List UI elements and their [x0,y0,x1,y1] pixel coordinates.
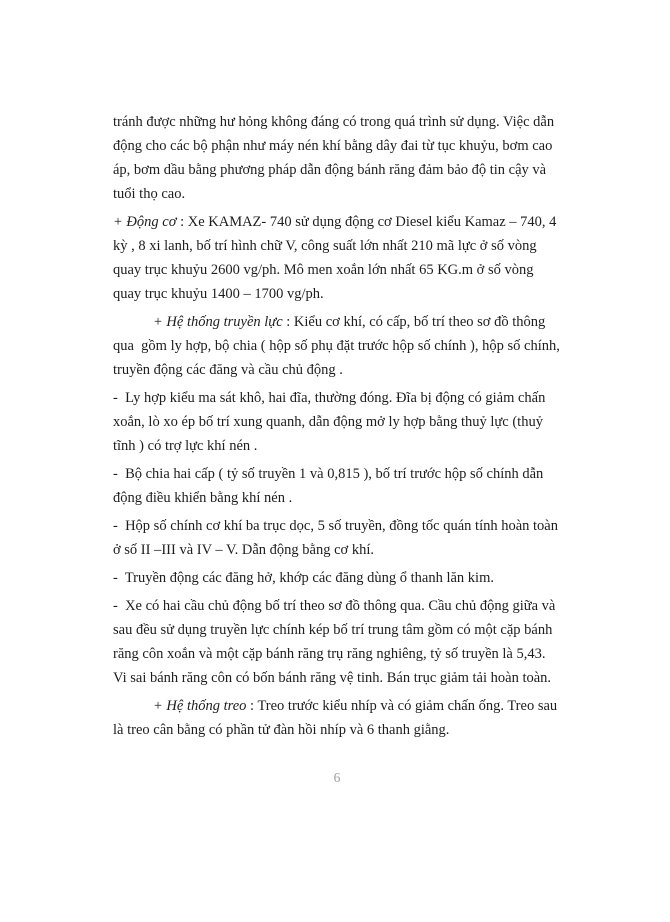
list-item-gearbox [113,514,561,562]
list-item-axles-text: - Xe có hai cầu chủ động bố trí theo sơ đồ thông qua. Cầu chủ động giữa và sau đều sử dụng truyền lực chính kép bố trí trung tâm gồm có một cặp bánh răng côn xoắn và một cặp bánh răng trụ răng nghiêng, tỷ số truyền là 5,43. Vi sai bánh răng côn có bốn bánh răng vệ tinh. Bán trục giảm tải hoàn toàn. [113,598,559,686]
paragraph-engine-text: : Xe KAMAZ- 740 sử dụng động cơ Diesel kiểu Kamaz – 740, 4 kỳ , 8 xi lanh, bố trí hình chữ V, công suất lớn nhất 210 mã lực ở số vòng quay trục khuỷu 2600 vg/ph. Mô men xoắn lớn nhất 65 KG.m ở số vòng quay trục khuỷu 1400 – 1700 vg/ph. [113,214,561,302]
text-column [113,110,564,746]
list-item-divider-unit-text: - Bộ chia hai cấp ( tỷ số truyền 1 và 0,815 ), bố trí trước hộp số chính dẫn động điều khiển bằng khí nén . [113,466,547,506]
list-item-gearbox-text: - Hộp số chính cơ khí ba trục dọc, 5 số truyền, đồng tốc quán tính hoàn toàn ở số II –III và IV – V. Dẫn động bằng cơ khí. [113,518,562,558]
list-item-driveshaft [113,566,561,590]
paragraph-engine [113,210,561,306]
list-item-divider-unit [113,462,561,510]
paragraph-drivetrain-text: : Kiểu cơ khí, có cấp, bố trí theo sơ đồ thông qua gồm ly hợp, bộ chia ( hộp số phụ đặt trước hộp số chính ), hộp số chính, truyền động các đăng và cầu chủ động . [113,314,564,378]
paragraph-intro-text: tránh được những hư hỏng không đáng có trong quá trình sử dụng. Việc dẫn động cho các bộ phận như máy nén khí bằng dây đai từ tục khuỷu, bơm cao áp, bơm dầu bằng phương pháp dẫn động bánh răng đảm bảo độ tin cậy và tuổi thọ cao. [113,114,558,202]
paragraph-drivetrain [113,310,564,382]
paragraph-suspension-text: : Treo trước kiểu nhíp và có giảm chấn ống. Treo sau là treo cân bằng có phần tử đàn hồi nhíp và 6 thanh giằng. [113,698,561,738]
list-item-clutch [113,386,561,458]
page-number: 6 [333,770,341,785]
paragraph-intro [113,110,561,206]
term-label-engine: + Động cơ [113,214,177,230]
list-item-clutch-text: - Ly hợp kiểu ma sát khô, hai đĩa, thường đóng. Đĩa bị động có giảm chấn xoắn, lò xo ép bố trí xung quanh, dẫn động mở ly hợp bằng thuỷ lực (thuỷ tĩnh ) có trợ lực khí nén . [113,390,549,454]
list-item-driveshaft-text: - Truyền động các đăng hở, khớp các đăng dùng ổ thanh lăn kim. [113,570,494,586]
list-item-axles [113,594,561,690]
paragraph-suspension [113,694,561,742]
term-label-drivetrain: + Hệ thống truyền lực [153,314,283,330]
term-label-suspension: + Hệ thống treo [153,698,247,714]
